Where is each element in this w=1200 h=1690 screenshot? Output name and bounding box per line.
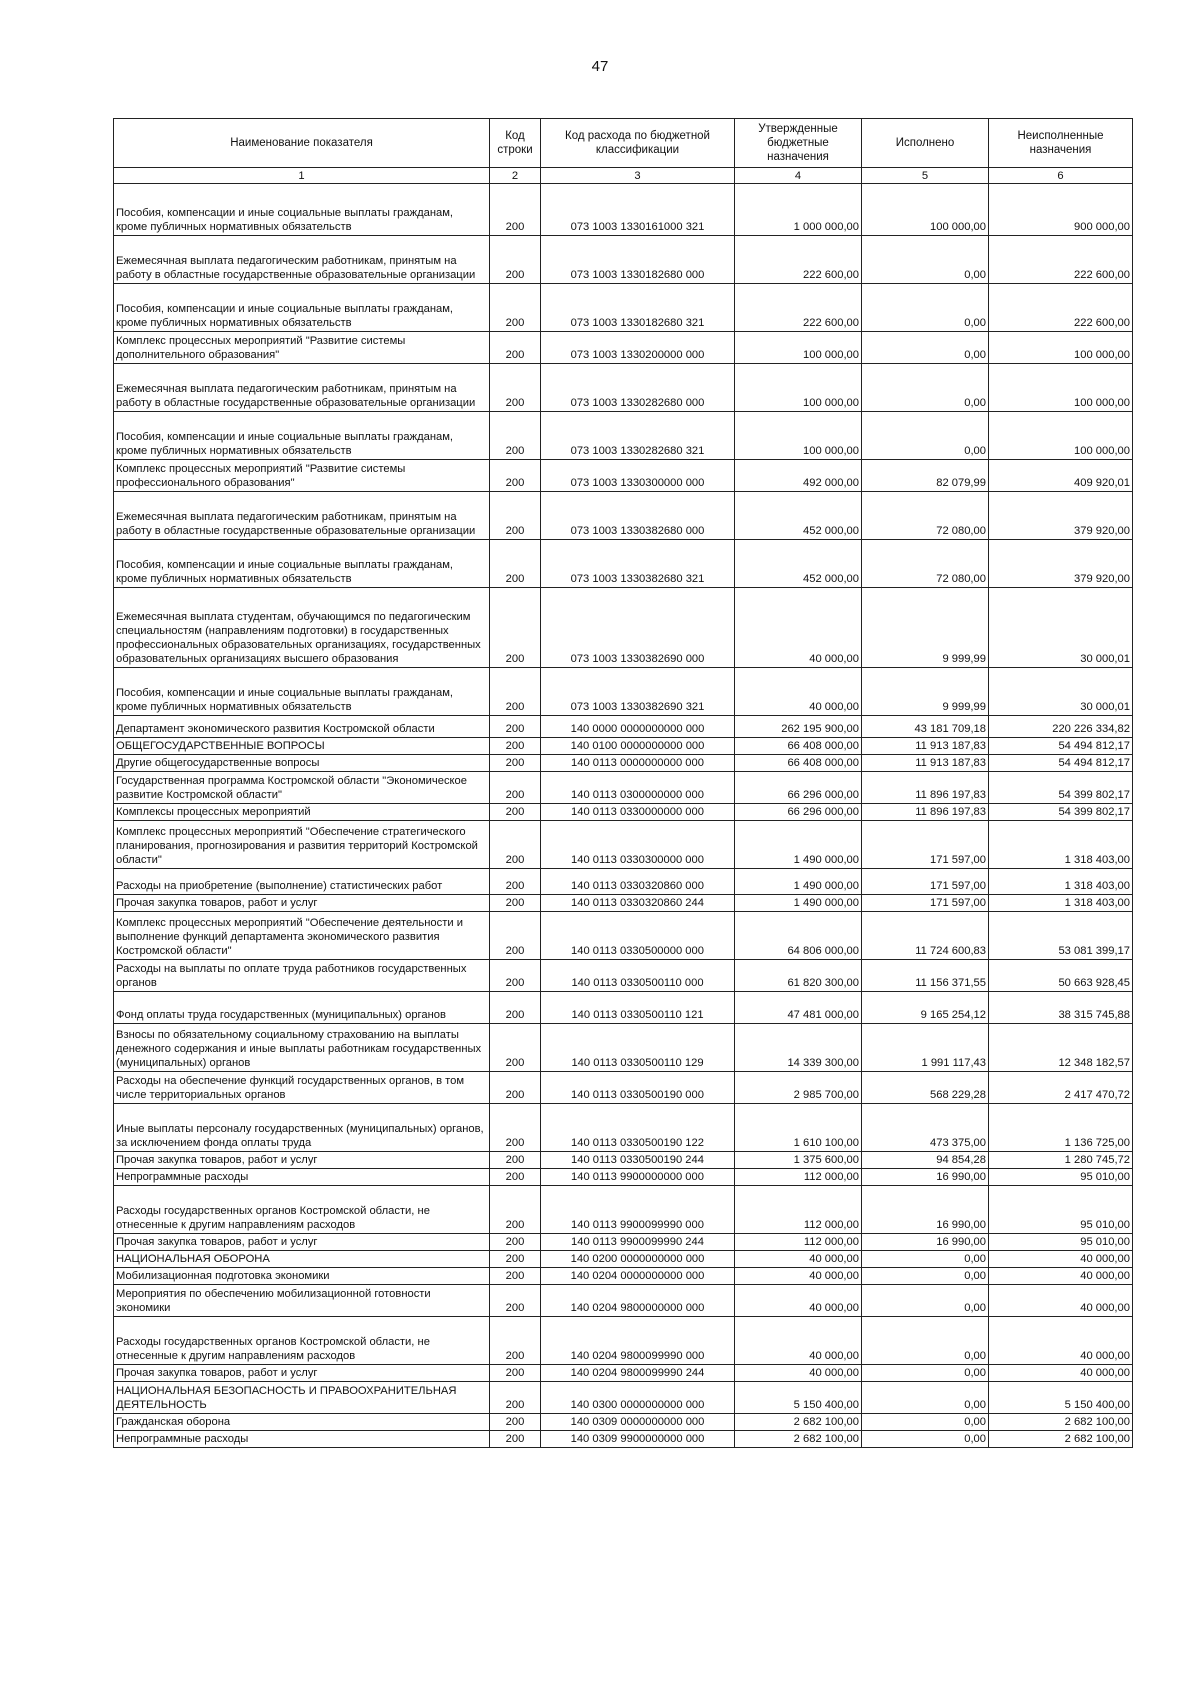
row-approved-cell: 492 000,00 [735, 460, 862, 492]
row-classification-cell: 140 0309 9900000000 000 [541, 1431, 735, 1448]
row-unexecuted-cell: 95 010,00 [989, 1169, 1133, 1186]
row-approved-cell: 1 490 000,00 [735, 869, 862, 895]
row-code-cell: 200 [490, 1024, 541, 1072]
row-code-cell: 200 [490, 184, 541, 236]
header-classification: Код расхода по бюджетной классификации [541, 119, 735, 168]
row-approved-cell: 100 000,00 [735, 332, 862, 364]
row-unexecuted-cell: 38 315 745,88 [989, 992, 1133, 1024]
table-row [114, 1104, 1133, 1152]
row-executed-cell: 11 913 187,83 [862, 738, 989, 755]
table-row [114, 738, 1133, 755]
column-number: 5 [862, 168, 989, 184]
table-row [114, 1024, 1133, 1072]
row-code-cell: 200 [490, 1431, 541, 1448]
row-approved-cell: 2 682 100,00 [735, 1431, 862, 1448]
header-unexecuted: Неисполненные назначения [989, 119, 1133, 168]
row-executed-cell: 171 597,00 [862, 895, 989, 912]
row-name-cell: Иные выплаты персоналу государственных (муниципальных) органов, за исключением фонда оплаты труда [114, 1104, 490, 1152]
row-classification-cell: 140 0113 0330500190 122 [541, 1104, 735, 1152]
row-classification-cell: 140 0204 9800000000 000 [541, 1285, 735, 1317]
row-unexecuted-cell: 2 417 470,72 [989, 1072, 1133, 1104]
row-executed-cell: 11 724 600,83 [862, 912, 989, 960]
row-name-cell: НАЦИОНАЛЬНАЯ ОБОРОНА [114, 1251, 490, 1268]
row-approved-cell: 64 806 000,00 [735, 912, 862, 960]
row-executed-cell: 82 079,99 [862, 460, 989, 492]
row-approved-cell: 1 375 600,00 [735, 1152, 862, 1169]
row-unexecuted-cell: 409 920,01 [989, 460, 1133, 492]
table-row [114, 332, 1133, 364]
row-approved-cell: 452 000,00 [735, 492, 862, 540]
row-unexecuted-cell: 40 000,00 [989, 1365, 1133, 1382]
header-executed: Исполнено [862, 119, 989, 168]
row-name-cell: Прочая закупка товаров, работ и услуг [114, 1365, 490, 1382]
row-approved-cell: 14 339 300,00 [735, 1024, 862, 1072]
row-unexecuted-cell: 1 318 403,00 [989, 869, 1133, 895]
row-code-cell: 200 [490, 1251, 541, 1268]
row-code-cell: 200 [490, 1268, 541, 1285]
row-code-cell: 200 [490, 284, 541, 332]
row-name-cell: Прочая закупка товаров, работ и услуг [114, 1152, 490, 1169]
row-name-cell: Гражданская оборона [114, 1414, 490, 1431]
row-approved-cell: 1 610 100,00 [735, 1104, 862, 1152]
row-code-cell: 200 [490, 492, 541, 540]
header-approved: Утвержденные бюджетные назначения [735, 119, 862, 168]
row-executed-cell: 0,00 [862, 1414, 989, 1431]
table-row [114, 588, 1133, 668]
row-approved-cell: 40 000,00 [735, 588, 862, 668]
row-executed-cell: 0,00 [862, 412, 989, 460]
table-row [114, 1365, 1133, 1382]
row-classification-cell: 073 1003 1330182680 000 [541, 236, 735, 284]
row-code-cell: 200 [490, 755, 541, 772]
row-classification-cell: 073 1003 1330200000 000 [541, 332, 735, 364]
row-name-cell: Пособия, компенсации и иные социальные выплаты гражданам, кроме публичных нормативных обязательств [114, 184, 490, 236]
table-row [114, 1186, 1133, 1234]
row-classification-cell: 140 0113 0330000000 000 [541, 804, 735, 821]
row-name-cell: Мероприятия по обеспечению мобилизационной готовности экономики [114, 1285, 490, 1317]
row-classification-cell: 140 0113 0330320860 000 [541, 869, 735, 895]
row-executed-cell: 72 080,00 [862, 492, 989, 540]
row-approved-cell: 112 000,00 [735, 1234, 862, 1251]
row-name-cell: Непрограммные расходы [114, 1431, 490, 1448]
row-code-cell: 200 [490, 716, 541, 738]
row-unexecuted-cell: 95 010,00 [989, 1186, 1133, 1234]
row-name-cell: Пособия, компенсации и иные социальные выплаты гражданам, кроме публичных нормативных обязательств [114, 540, 490, 588]
column-number: 2 [490, 168, 541, 184]
table-row [114, 184, 1133, 236]
row-classification-cell: 140 0113 0000000000 000 [541, 755, 735, 772]
table-row [114, 668, 1133, 716]
row-code-cell: 200 [490, 236, 541, 284]
row-code-cell: 200 [490, 332, 541, 364]
row-code-cell: 200 [490, 912, 541, 960]
row-executed-cell: 9 165 254,12 [862, 992, 989, 1024]
header-name: Наименование показателя [114, 119, 490, 168]
row-classification-cell: 140 0113 0330500110 000 [541, 960, 735, 992]
row-approved-cell: 452 000,00 [735, 540, 862, 588]
column-number: 1 [114, 168, 490, 184]
row-classification-cell: 140 0000 0000000000 000 [541, 716, 735, 738]
row-code-cell: 200 [490, 738, 541, 755]
row-executed-cell: 11 896 197,83 [862, 804, 989, 821]
row-approved-cell: 2 682 100,00 [735, 1414, 862, 1431]
row-classification-cell: 073 1003 1330382690 321 [541, 668, 735, 716]
row-code-cell: 200 [490, 1365, 541, 1382]
row-classification-cell: 140 0204 0000000000 000 [541, 1268, 735, 1285]
row-unexecuted-cell: 50 663 928,45 [989, 960, 1133, 992]
row-executed-cell: 0,00 [862, 1268, 989, 1285]
row-classification-cell: 140 0309 0000000000 000 [541, 1414, 735, 1431]
table-row [114, 1285, 1133, 1317]
column-number: 3 [541, 168, 735, 184]
row-name-cell: Другие общегосударственные вопросы [114, 755, 490, 772]
row-unexecuted-cell: 54 399 802,17 [989, 804, 1133, 821]
table-row [114, 236, 1133, 284]
row-name-cell: Расходы государственных органов Костромской области, не отнесенные к другим направлениям расходов [114, 1186, 490, 1234]
row-executed-cell: 0,00 [862, 1251, 989, 1268]
table-row [114, 412, 1133, 460]
row-code-cell: 200 [490, 588, 541, 668]
row-classification-cell: 140 0113 0330500110 129 [541, 1024, 735, 1072]
row-approved-cell: 5 150 400,00 [735, 1382, 862, 1414]
row-code-cell: 200 [490, 412, 541, 460]
table-row [114, 821, 1133, 869]
row-name-cell: Комплекс процессных мероприятий "Обеспечение стратегического планирования, прогнозирования и развития территорий Костромской области" [114, 821, 490, 869]
row-executed-cell: 568 229,28 [862, 1072, 989, 1104]
row-executed-cell: 171 597,00 [862, 821, 989, 869]
row-name-cell: НАЦИОНАЛЬНАЯ БЕЗОПАСНОСТЬ И ПРАВООХРАНИТЕЛЬНАЯ ДЕЯТЕЛЬНОСТЬ [114, 1382, 490, 1414]
row-code-cell: 200 [490, 992, 541, 1024]
row-code-cell: 200 [490, 460, 541, 492]
row-executed-cell: 0,00 [862, 236, 989, 284]
row-unexecuted-cell: 30 000,01 [989, 668, 1133, 716]
row-classification-cell: 073 1003 1330182680 321 [541, 284, 735, 332]
row-unexecuted-cell: 95 010,00 [989, 1234, 1133, 1251]
row-approved-cell: 100 000,00 [735, 364, 862, 412]
table-row [114, 869, 1133, 895]
row-code-cell: 200 [490, 869, 541, 895]
row-executed-cell: 0,00 [862, 332, 989, 364]
column-number: 4 [735, 168, 862, 184]
row-code-cell: 200 [490, 895, 541, 912]
row-unexecuted-cell: 12 348 182,57 [989, 1024, 1133, 1072]
row-approved-cell: 40 000,00 [735, 1251, 862, 1268]
row-code-cell: 200 [490, 1152, 541, 1169]
row-unexecuted-cell: 40 000,00 [989, 1251, 1133, 1268]
row-classification-cell: 140 0113 0330300000 000 [541, 821, 735, 869]
row-name-cell: Пособия, компенсации и иные социальные выплаты гражданам, кроме публичных нормативных обязательств [114, 412, 490, 460]
column-numbers-row [114, 168, 1133, 184]
row-classification-cell: 073 1003 1330382680 000 [541, 492, 735, 540]
row-approved-cell: 1 490 000,00 [735, 895, 862, 912]
row-classification-cell: 073 1003 1330282680 000 [541, 364, 735, 412]
row-classification-cell: 073 1003 1330282680 321 [541, 412, 735, 460]
row-executed-cell: 11 913 187,83 [862, 755, 989, 772]
row-classification-cell: 140 0200 0000000000 000 [541, 1251, 735, 1268]
row-unexecuted-cell: 2 682 100,00 [989, 1431, 1133, 1448]
row-approved-cell: 40 000,00 [735, 1268, 862, 1285]
row-code-cell: 200 [490, 1169, 541, 1186]
row-code-cell: 200 [490, 1234, 541, 1251]
row-executed-cell: 0,00 [862, 284, 989, 332]
row-approved-cell: 66 408 000,00 [735, 738, 862, 755]
row-classification-cell: 140 0113 0330320860 244 [541, 895, 735, 912]
row-executed-cell: 11 896 197,83 [862, 772, 989, 804]
row-code-cell: 200 [490, 1186, 541, 1234]
row-executed-cell: 0,00 [862, 1431, 989, 1448]
row-name-cell: Фонд оплаты труда государственных (муниципальных) органов [114, 992, 490, 1024]
row-unexecuted-cell: 2 682 100,00 [989, 1414, 1133, 1431]
row-approved-cell: 1 490 000,00 [735, 821, 862, 869]
table-row [114, 1169, 1133, 1186]
row-name-cell: Непрограммные расходы [114, 1169, 490, 1186]
row-code-cell: 200 [490, 364, 541, 412]
row-executed-cell: 72 080,00 [862, 540, 989, 588]
row-unexecuted-cell: 1 318 403,00 [989, 895, 1133, 912]
row-unexecuted-cell: 222 600,00 [989, 236, 1133, 284]
row-name-cell: ОБЩЕГОСУДАРСТВЕННЫЕ ВОПРОСЫ [114, 738, 490, 755]
row-approved-cell: 47 481 000,00 [735, 992, 862, 1024]
row-approved-cell: 100 000,00 [735, 412, 862, 460]
row-executed-cell: 171 597,00 [862, 869, 989, 895]
row-name-cell: Ежемесячная выплата педагогическим работникам, принятым на работу в областные государственные образовательные организации [114, 236, 490, 284]
header-row-code: Код строки [490, 119, 541, 168]
table-row [114, 716, 1133, 738]
row-unexecuted-cell: 900 000,00 [989, 184, 1133, 236]
table-row [114, 992, 1133, 1024]
row-executed-cell: 0,00 [862, 364, 989, 412]
row-classification-cell: 140 0113 9900099990 244 [541, 1234, 735, 1251]
table-row [114, 1251, 1133, 1268]
row-unexecuted-cell: 220 226 334,82 [989, 716, 1133, 738]
row-name-cell: Государственная программа Костромской области "Экономическое развитие Костромской области" [114, 772, 490, 804]
row-unexecuted-cell: 5 150 400,00 [989, 1382, 1133, 1414]
row-approved-cell: 1 000 000,00 [735, 184, 862, 236]
row-classification-cell: 140 0100 0000000000 000 [541, 738, 735, 755]
row-approved-cell: 222 600,00 [735, 236, 862, 284]
row-executed-cell: 16 990,00 [862, 1186, 989, 1234]
row-code-cell: 200 [490, 804, 541, 821]
row-classification-cell: 073 1003 1330161000 321 [541, 184, 735, 236]
table-row [114, 284, 1133, 332]
row-code-cell: 200 [490, 1414, 541, 1431]
row-approved-cell: 40 000,00 [735, 1317, 862, 1365]
row-unexecuted-cell: 100 000,00 [989, 364, 1133, 412]
table-row [114, 772, 1133, 804]
row-executed-cell: 100 000,00 [862, 184, 989, 236]
row-code-cell: 200 [490, 1285, 541, 1317]
row-classification-cell: 073 1003 1330382690 000 [541, 588, 735, 668]
table-body [114, 184, 1133, 1448]
row-unexecuted-cell: 222 600,00 [989, 284, 1133, 332]
row-classification-cell: 140 0113 0300000000 000 [541, 772, 735, 804]
row-classification-cell: 140 0113 0330500110 121 [541, 992, 735, 1024]
row-executed-cell: 94 854,28 [862, 1152, 989, 1169]
row-classification-cell: 140 0113 9900099990 000 [541, 1186, 735, 1234]
row-name-cell: Ежемесячная выплата педагогическим работникам, принятым на работу в областные государственные образовательные организации [114, 364, 490, 412]
column-number: 6 [989, 168, 1133, 184]
row-classification-cell: 140 0113 0330500000 000 [541, 912, 735, 960]
row-name-cell: Прочая закупка товаров, работ и услуг [114, 1234, 490, 1251]
table-row [114, 1317, 1133, 1365]
row-unexecuted-cell: 379 920,00 [989, 492, 1133, 540]
row-approved-cell: 222 600,00 [735, 284, 862, 332]
row-approved-cell: 40 000,00 [735, 1365, 862, 1382]
table-row [114, 804, 1133, 821]
row-approved-cell: 61 820 300,00 [735, 960, 862, 992]
row-name-cell: Мобилизационная подготовка экономики [114, 1268, 490, 1285]
row-approved-cell: 66 296 000,00 [735, 804, 862, 821]
row-executed-cell: 1 991 117,43 [862, 1024, 989, 1072]
table-row [114, 460, 1133, 492]
row-executed-cell: 0,00 [862, 1365, 989, 1382]
row-code-cell: 200 [490, 960, 541, 992]
row-executed-cell: 473 375,00 [862, 1104, 989, 1152]
row-unexecuted-cell: 40 000,00 [989, 1268, 1133, 1285]
row-name-cell: Ежемесячная выплата педагогическим работникам, принятым на работу в областные государственные образовательные организации [114, 492, 490, 540]
row-name-cell: Департамент экономического развития Костромской области [114, 716, 490, 738]
row-approved-cell: 112 000,00 [735, 1169, 862, 1186]
row-name-cell: Прочая закупка товаров, работ и услуг [114, 895, 490, 912]
row-unexecuted-cell: 100 000,00 [989, 332, 1133, 364]
table-row [114, 960, 1133, 992]
row-approved-cell: 112 000,00 [735, 1186, 862, 1234]
table-row [114, 540, 1133, 588]
row-classification-cell: 140 0113 9900000000 000 [541, 1169, 735, 1186]
table-row [114, 1152, 1133, 1169]
budget-execution-table [113, 118, 1133, 1448]
row-name-cell: Расходы на обеспечение функций государственных органов, в том числе территориальных органов [114, 1072, 490, 1104]
row-executed-cell: 11 156 371,55 [862, 960, 989, 992]
row-approved-cell: 262 195 900,00 [735, 716, 862, 738]
row-executed-cell: 9 999,99 [862, 668, 989, 716]
row-unexecuted-cell: 1 318 403,00 [989, 821, 1133, 869]
table-row [114, 492, 1133, 540]
table-row [114, 1382, 1133, 1414]
row-unexecuted-cell: 1 136 725,00 [989, 1104, 1133, 1152]
table-row [114, 912, 1133, 960]
row-name-cell: Комплекс процессных мероприятий "Обеспечение деятельности и выполнение функций департамента экономического развития Костромской области" [114, 912, 490, 960]
row-classification-cell: 140 0113 0330500190 000 [541, 1072, 735, 1104]
row-classification-cell: 140 0204 9800099990 000 [541, 1317, 735, 1365]
row-name-cell: Расходы государственных органов Костромской области, не отнесенные к другим направлениям расходов [114, 1317, 490, 1365]
table-row [114, 895, 1133, 912]
row-executed-cell: 0,00 [862, 1285, 989, 1317]
row-executed-cell: 0,00 [862, 1317, 989, 1365]
row-approved-cell: 40 000,00 [735, 1285, 862, 1317]
row-name-cell: Расходы на выплаты по оплате труда работников государственных органов [114, 960, 490, 992]
row-classification-cell: 073 1003 1330382680 321 [541, 540, 735, 588]
row-unexecuted-cell: 54 494 812,17 [989, 738, 1133, 755]
table-row [114, 364, 1133, 412]
row-name-cell: Комплексы процессных мероприятий [114, 804, 490, 821]
row-approved-cell: 2 985 700,00 [735, 1072, 862, 1104]
row-name-cell: Ежемесячная выплата студентам, обучающимся по педагогическим специальностям (направлениям подготовки) в государственных профессиональных образовательных организациях, государственных образовательных организациях высшего образования [114, 588, 490, 668]
row-name-cell: Пособия, компенсации и иные социальные выплаты гражданам, кроме публичных нормативных обязательств [114, 284, 490, 332]
row-unexecuted-cell: 53 081 399,17 [989, 912, 1133, 960]
row-name-cell: Комплекс процессных мероприятий "Развитие системы профессионального образования" [114, 460, 490, 492]
page-number: 47 [591, 58, 609, 75]
row-unexecuted-cell: 100 000,00 [989, 412, 1133, 460]
row-name-cell: Пособия, компенсации и иные социальные выплаты гражданам, кроме публичных нормативных обязательств [114, 668, 490, 716]
row-unexecuted-cell: 30 000,01 [989, 588, 1133, 668]
table-row [114, 1268, 1133, 1285]
table-header-row [114, 119, 1133, 168]
table-row [114, 755, 1133, 772]
row-code-cell: 200 [490, 1072, 541, 1104]
table-row [114, 1234, 1133, 1251]
table-row [114, 1414, 1133, 1431]
row-unexecuted-cell: 1 280 745,72 [989, 1152, 1133, 1169]
row-executed-cell: 0,00 [862, 1382, 989, 1414]
row-code-cell: 200 [490, 1382, 541, 1414]
row-executed-cell: 9 999,99 [862, 588, 989, 668]
row-classification-cell: 140 0113 0330500190 244 [541, 1152, 735, 1169]
row-classification-cell: 073 1003 1330300000 000 [541, 460, 735, 492]
row-name-cell: Комплекс процессных мероприятий "Развитие системы дополнительного образования" [114, 332, 490, 364]
row-approved-cell: 66 408 000,00 [735, 755, 862, 772]
row-unexecuted-cell: 40 000,00 [989, 1317, 1133, 1365]
row-code-cell: 200 [490, 1104, 541, 1152]
row-code-cell: 200 [490, 1317, 541, 1365]
row-classification-cell: 140 0204 9800099990 244 [541, 1365, 735, 1382]
row-name-cell: Расходы на приобретение (выполнение) статистических работ [114, 869, 490, 895]
row-unexecuted-cell: 54 399 802,17 [989, 772, 1133, 804]
row-code-cell: 200 [490, 821, 541, 869]
row-executed-cell: 16 990,00 [862, 1234, 989, 1251]
row-unexecuted-cell: 54 494 812,17 [989, 755, 1133, 772]
table-row [114, 1072, 1133, 1104]
row-approved-cell: 66 296 000,00 [735, 772, 862, 804]
row-approved-cell: 40 000,00 [735, 668, 862, 716]
row-unexecuted-cell: 379 920,00 [989, 540, 1133, 588]
row-code-cell: 200 [490, 772, 541, 804]
row-unexecuted-cell: 40 000,00 [989, 1285, 1133, 1317]
table-row [114, 1431, 1133, 1448]
row-classification-cell: 140 0300 0000000000 000 [541, 1382, 735, 1414]
row-code-cell: 200 [490, 540, 541, 588]
row-name-cell: Взносы по обязательному социальному страхованию на выплаты денежного содержания и иные выплаты работникам государственных (муниципальных) органов [114, 1024, 490, 1072]
row-executed-cell: 16 990,00 [862, 1169, 989, 1186]
row-executed-cell: 43 181 709,18 [862, 716, 989, 738]
row-code-cell: 200 [490, 668, 541, 716]
